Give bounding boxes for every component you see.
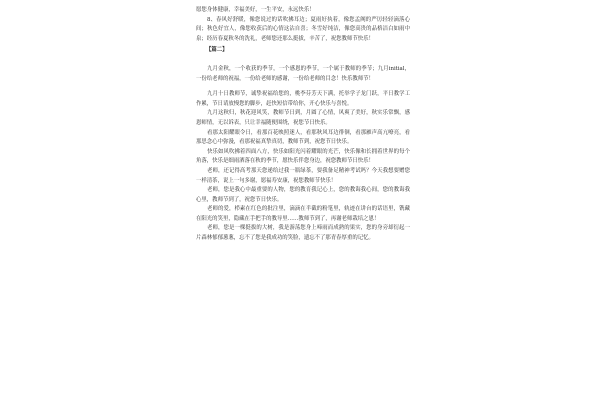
paragraph-4: 九月十日教师节，诚挚祝福给您的，桃李芬芳天下满，托举学子龙门跃，平日教学工作累，节日请放慢您的脚步，赶快短信带给你，开心快乐与喜悦。 [196, 91, 410, 107]
paragraph-10: 老师的爱，栉素在红色的批注里，滴滴在半截的粉笔里，轨迹在讲台的话语里，镌藏在阳光的笑里，隐藏在手把手的教导里……教师节到了，再谢老师栽培之恩！ [196, 206, 410, 222]
paragraph-5: 九月这秋归，秋花迎风笑，教师节日到，月圆了心情，风爽了美好，秋实乐常飘，感恩师情，无以诉表，只让幸福随便围绕，祝您节日快乐。 [196, 110, 410, 126]
document-body [196, 6, 410, 244]
paragraph-11: 老师，您是一棵挺拔的大树，我是游荡您身上啼雨而成熟的果实，您的身旁却衍起一片森林郁郁葱葱，忘不了您是我成功的笑脸，遗忘不了那青春厚重的记忆。 [196, 225, 410, 242]
paragraph-6: 看那太阳耀眼令日，看那百花映照迷人，看那秋风耳边徘徊，看那雁声高亢嘹亮，看那思念心中弥漫，看那祝福真挚真切，教师节到，祝您节日快乐。 [196, 129, 410, 146]
paragraph-9: 老师，您是我心中最重要的人物，您的教育我记心上，您的教诲我心间，您的教诲我心里，教师节到了，祝您节日快乐。 [196, 187, 410, 203]
paragraph-7: 快乐如风吹拂着四面八方，快乐如阳光闪着耀眼的光芒，快乐像和长拥着世界的每个角落，快乐是细雨洒落在秋的季节，愿快乐伴您身边，祝您教师节日快乐！ [196, 148, 410, 165]
paragraph-2: 8、春风好舒暖，像您说过的话吹拂耳边；夏雨好执着，像您孟阗的严厉轻轻滴落心间；秋色好宜人，像您收获后的心情这沾自喜；冬雪好纯洁，像您高贵的品格洁白如雨中泉；经历春夏秋冬的洗礼，老师您还那么挺拔，辛苦了，祝您教师节快乐！ [196, 16, 410, 42]
paragraph-1: 愿您身体健康，幸福美好，一生平安，永远快乐！ [196, 7, 315, 13]
paragraph-3: 九月金秋，一个收获的季节，一个感恩的季节，一个属于教师的季节；九月initial，一份给老师的祝福，一份给老师的感谢，一份给老师的目念！快乐教师节！ [196, 65, 410, 82]
section-heading: 【篇二】 [206, 47, 228, 54]
paragraph-8: 老师，还记得高考那天您递给过我一瓶绿茶，要我备足精神考试吗？今天我想要赠您一样清茶，说上一句多谢，愿福寿安康，祝您教师节快乐！ [196, 167, 410, 184]
